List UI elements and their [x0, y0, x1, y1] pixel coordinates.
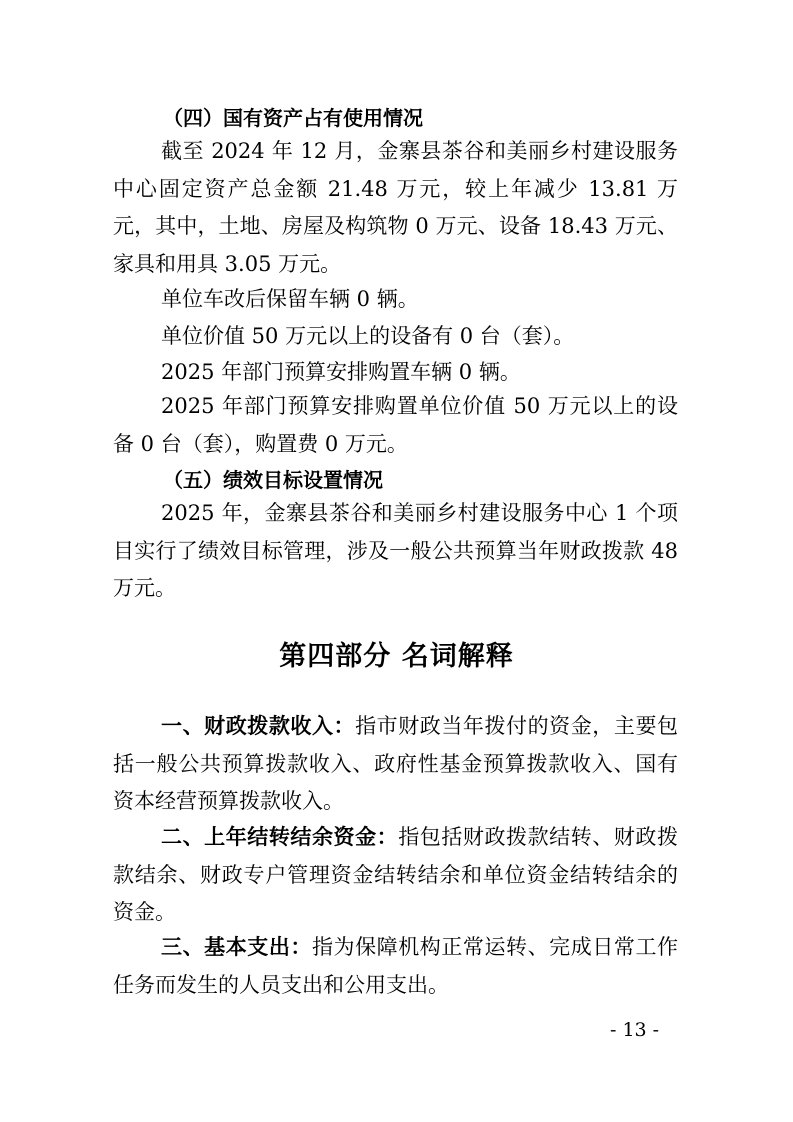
- page-number: - 13 -: [610, 1019, 660, 1041]
- term-label: 三、基本支出：: [161, 935, 312, 959]
- assets-paragraph: 截至 2024 年 12 月，金寨县茶谷和美丽乡村建设服务中心固定资产总金额 21.48 万元，较上年减少 13.81 万元，其中，土地、房屋及构筑物 0 万元、设备 18.43 万元、家具和用具 3.05 万元。: [113, 139, 678, 276]
- equipment-line: 单位价值 50 万元以上的设备有 0 台（套）。: [161, 324, 575, 348]
- term-label: 二、上年结转结余资金：: [161, 825, 399, 849]
- term-definition: 指包括财政拨款结转、财政拨款结余、财政专户管理资金结转结余和单位资金结转结余的资金。: [113, 825, 679, 924]
- budget-vehicle-line: 2025 年部门预算安排购置车辆 0 辆。: [161, 360, 521, 384]
- term-item: [113, 819, 678, 932]
- section-heading-performance: （五）绩效目标设置情况: [163, 468, 383, 492]
- term-label: 一、财政拨款收入：: [161, 714, 356, 738]
- term-definition: 指为保障机构正常运转、完成日常工作任务而发生的人员支出和公用支出。: [113, 935, 679, 997]
- performance-paragraph: 2025 年，金寨县茶谷和美丽乡村建设服务中心 1 个项目实行了绩效目标管理，涉及一般公共预算当年财政拨款 48 万元。: [113, 501, 678, 600]
- section-heading-assets: （四）国有资产占有使用情况: [163, 106, 423, 130]
- budget-equipment-paragraph: 2025 年部门预算安排购置单位价值 50 万元以上的设备 0 台（套），购置费 0 万元。: [113, 394, 678, 456]
- term-item: [113, 929, 678, 1004]
- part-title: 第四部分 名词解释: [279, 641, 514, 672]
- vehicle-line: 单位车改后保留车辆 0 辆。: [161, 287, 419, 311]
- term-item: [113, 708, 678, 821]
- term-definition: 指市财政当年拨付的资金，主要包括一般公共预算拨款收入、政府性基金预算拨款收入、国有资本经营预算拨款收入。: [113, 714, 679, 813]
